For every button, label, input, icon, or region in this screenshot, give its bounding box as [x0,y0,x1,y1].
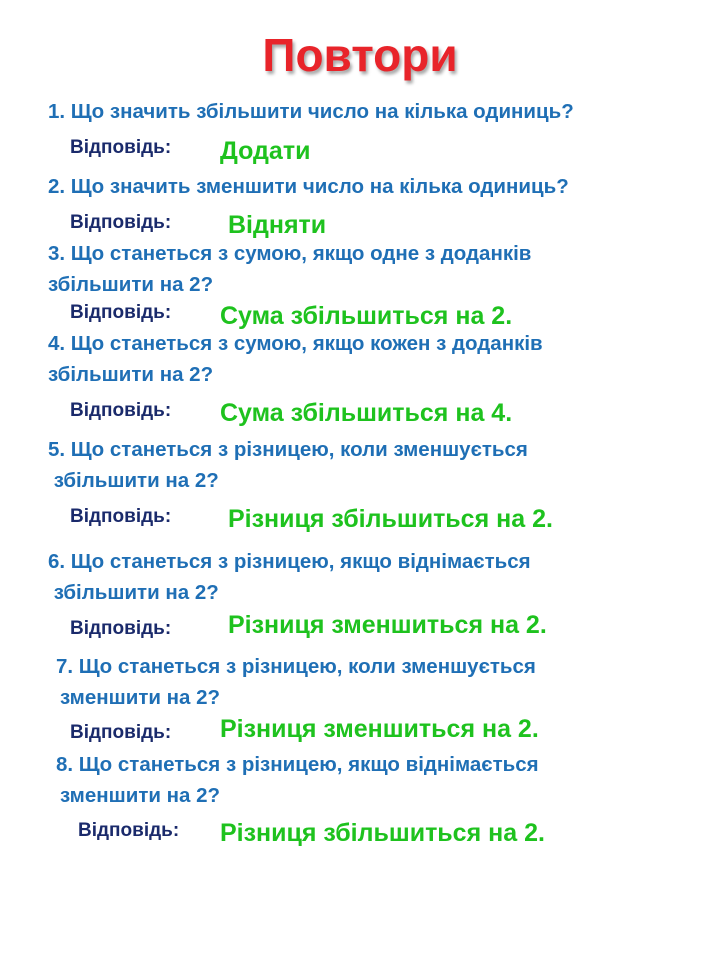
question-8 [56,749,539,811]
page-title: Повтори [262,29,458,81]
answer-label-3: Відповідь: [70,302,172,323]
question-4 [48,328,543,390]
question-1-line-1: 1. Що значить збільшити число на кілька одиниць? [48,100,574,123]
question-5 [48,434,528,496]
question-7-line-1: 7. Що станеться з різницею, коли зменшується [56,655,536,678]
question-6-line-1: 6. Що станеться з різницею, якщо віднімається [48,550,531,573]
question-5-line-2: збільшити на 2? [48,469,219,492]
answer-label-7: Відповідь: [70,722,172,743]
question-7 [56,651,536,713]
answer-1: Додати [220,137,311,165]
answer-2: Відняти [228,211,327,239]
question-2-line-1: 2. Що значить зменшити число на кілька одиниць? [48,175,569,198]
question-3-line-1: 3. Що станеться з сумою, якщо одне з доданків [48,242,532,265]
question-6 [48,546,531,608]
answer-label-2: Відповідь: [70,212,172,233]
question-8-line-2: зменшити на 2? [60,784,221,807]
question-4-line-1: 4. Що станеться з сумою, якщо кожен з доданків [48,332,543,355]
answer-label-4: Відповідь: [70,400,172,421]
question-5-line-1: 5. Що станеться з різницею, коли зменшується [48,438,528,461]
answer-label-5: Відповідь: [70,506,172,527]
question-3 [48,238,531,300]
question-3-line-2: збільшити на 2? [48,273,214,296]
question-2 [48,171,569,202]
answer-3: Сума збільшиться на 2. [220,302,513,330]
answer-label-8: Відповідь: [78,820,180,841]
answer-8: Різниця збільшиться на 2. [220,819,545,847]
answer-label-1: Відповідь: [70,137,172,158]
answer-6: Різниця зменшиться на 2. [228,611,547,639]
question-8-line-1: 8. Що станеться з різницею, якщо віднімається [56,753,539,776]
answer-label-6: Відповідь: [70,618,172,639]
answer-4: Сума збільшиться на 4. [220,399,513,427]
answer-7: Різниця зменшиться на 2. [220,715,539,743]
answer-5: Різниця збільшиться на 2. [228,505,553,533]
question-4-line-2: збільшити на 2? [48,363,214,386]
question-1 [48,96,574,127]
question-7-line-2: зменшити на 2? [60,686,221,709]
question-6-line-2: збільшити на 2? [48,581,219,604]
